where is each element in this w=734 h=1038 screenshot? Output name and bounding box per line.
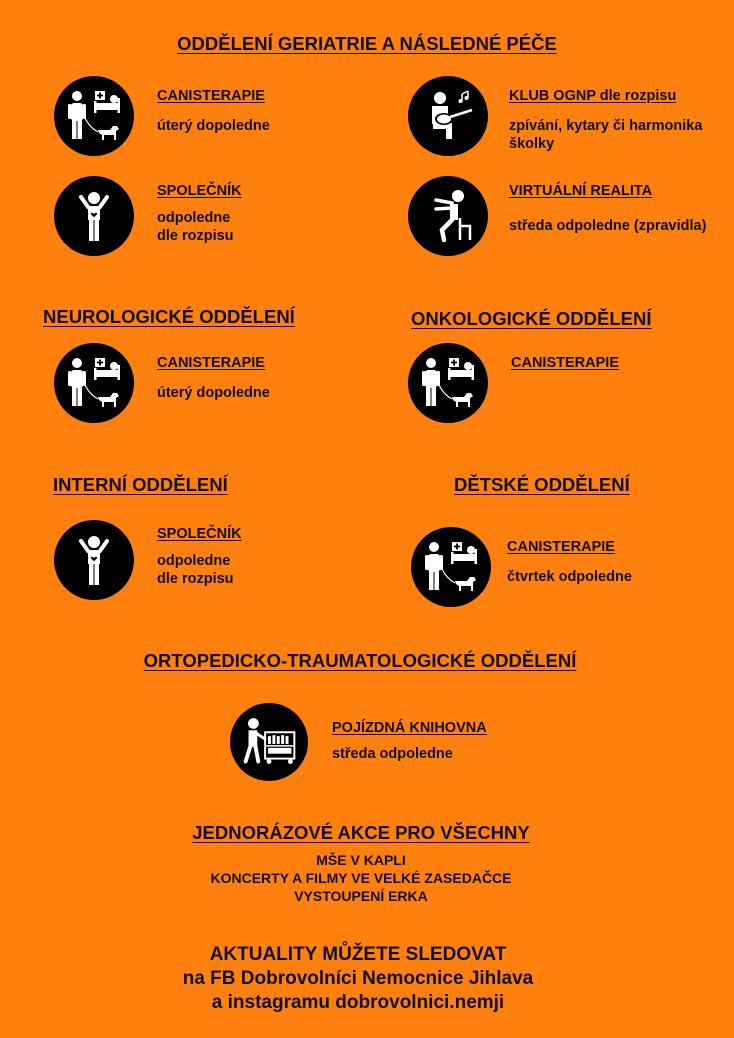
book-cart-icon [230,703,308,781]
dog-therapy-icon [54,76,134,156]
companion-icon [54,176,134,256]
dog-therapy-icon [408,343,488,423]
activity-canisterapie-time: úterý dopoledne [157,118,270,134]
list-item: MŠE V KAPLI [316,852,406,868]
footer-line: na FB Dobrovolníci Nemocnice Jihlava [182,968,534,989]
activity-spolecnik-line2: dle rozpisu [157,571,234,587]
activity-spolecnik-label: SPOLEČNÍK [157,183,242,199]
footer-line: a instagramu dobrovolnici.nemji [211,992,505,1013]
activity-spolecnik-line1: odpoledne [157,210,231,226]
footer-note [0,943,716,1015]
activity-klub-label: KLUB OGNP dle rozpisu [509,88,677,104]
section-title-interni: INTERNÍ ODDĚLENÍ [53,474,228,495]
activity-canisterapie-time: úterý dopoledne [157,385,270,401]
activity-spolecnik-line2: dle rozpisu [157,228,234,244]
activity-canisterapie-label: CANISTERAPIE [511,355,619,371]
activity-knihovna-time: středa odpoledne [332,746,453,762]
list-item: VYSTOUPENÍ ERKA [294,888,428,904]
activity-knihovna-label: POJÍZDNÁ KNIHOVNA [332,720,487,736]
activity-vr-time: středa odpoledne (zpravidla) [509,218,707,234]
companion-icon [54,520,134,600]
section-title-neuro: NEUROLOGICKÉ ODDĚLENÍ [43,306,295,327]
section-title-geriatrie: ODDĚLENÍ GERIATRIE A NÁSLEDNÉ PÉČE [177,33,557,54]
dog-therapy-icon [54,343,134,423]
dog-therapy-icon [411,527,491,607]
vr-headset-icon [408,176,488,256]
guitar-player-icon [408,76,488,156]
section-title-ortopedie: ORTOPEDICKO-TRAUMATOLOGICKÉ ODDĚLENÍ [143,650,577,671]
activity-vr-label: VIRTUÁLNÍ REALITA [509,183,653,199]
event-list [0,851,722,905]
activity-klub-line1: zpívání, kytary či harmonika [509,118,703,134]
activity-spolecnik-label: SPOLEČNÍK [157,526,242,542]
section-title-akce: JEDNORÁZOVÉ AKCE PRO VŠECHNY [192,822,530,843]
activity-canisterapie-label: CANISTERAPIE [157,88,265,104]
section-title-onko: ONKOLOGICKÉ ODDĚLENÍ [411,308,652,329]
footer-line: AKTUALITY MŮŽETE SLEDOVAT [209,944,507,965]
activity-canisterapie-time: čtvrtek odpoledne [507,569,632,585]
list-item: KONCERTY A FILMY VE VELKÉ ZASEDAČCE [210,870,512,886]
activity-canisterapie-label: CANISTERAPIE [157,355,265,371]
section-title-detske: DĚTSKÉ ODDĚLENÍ [454,474,630,495]
activity-spolecnik-line1: odpoledne [157,553,231,569]
activity-klub-line2: školky [509,136,555,152]
activity-canisterapie-label: CANISTERAPIE [507,539,615,555]
